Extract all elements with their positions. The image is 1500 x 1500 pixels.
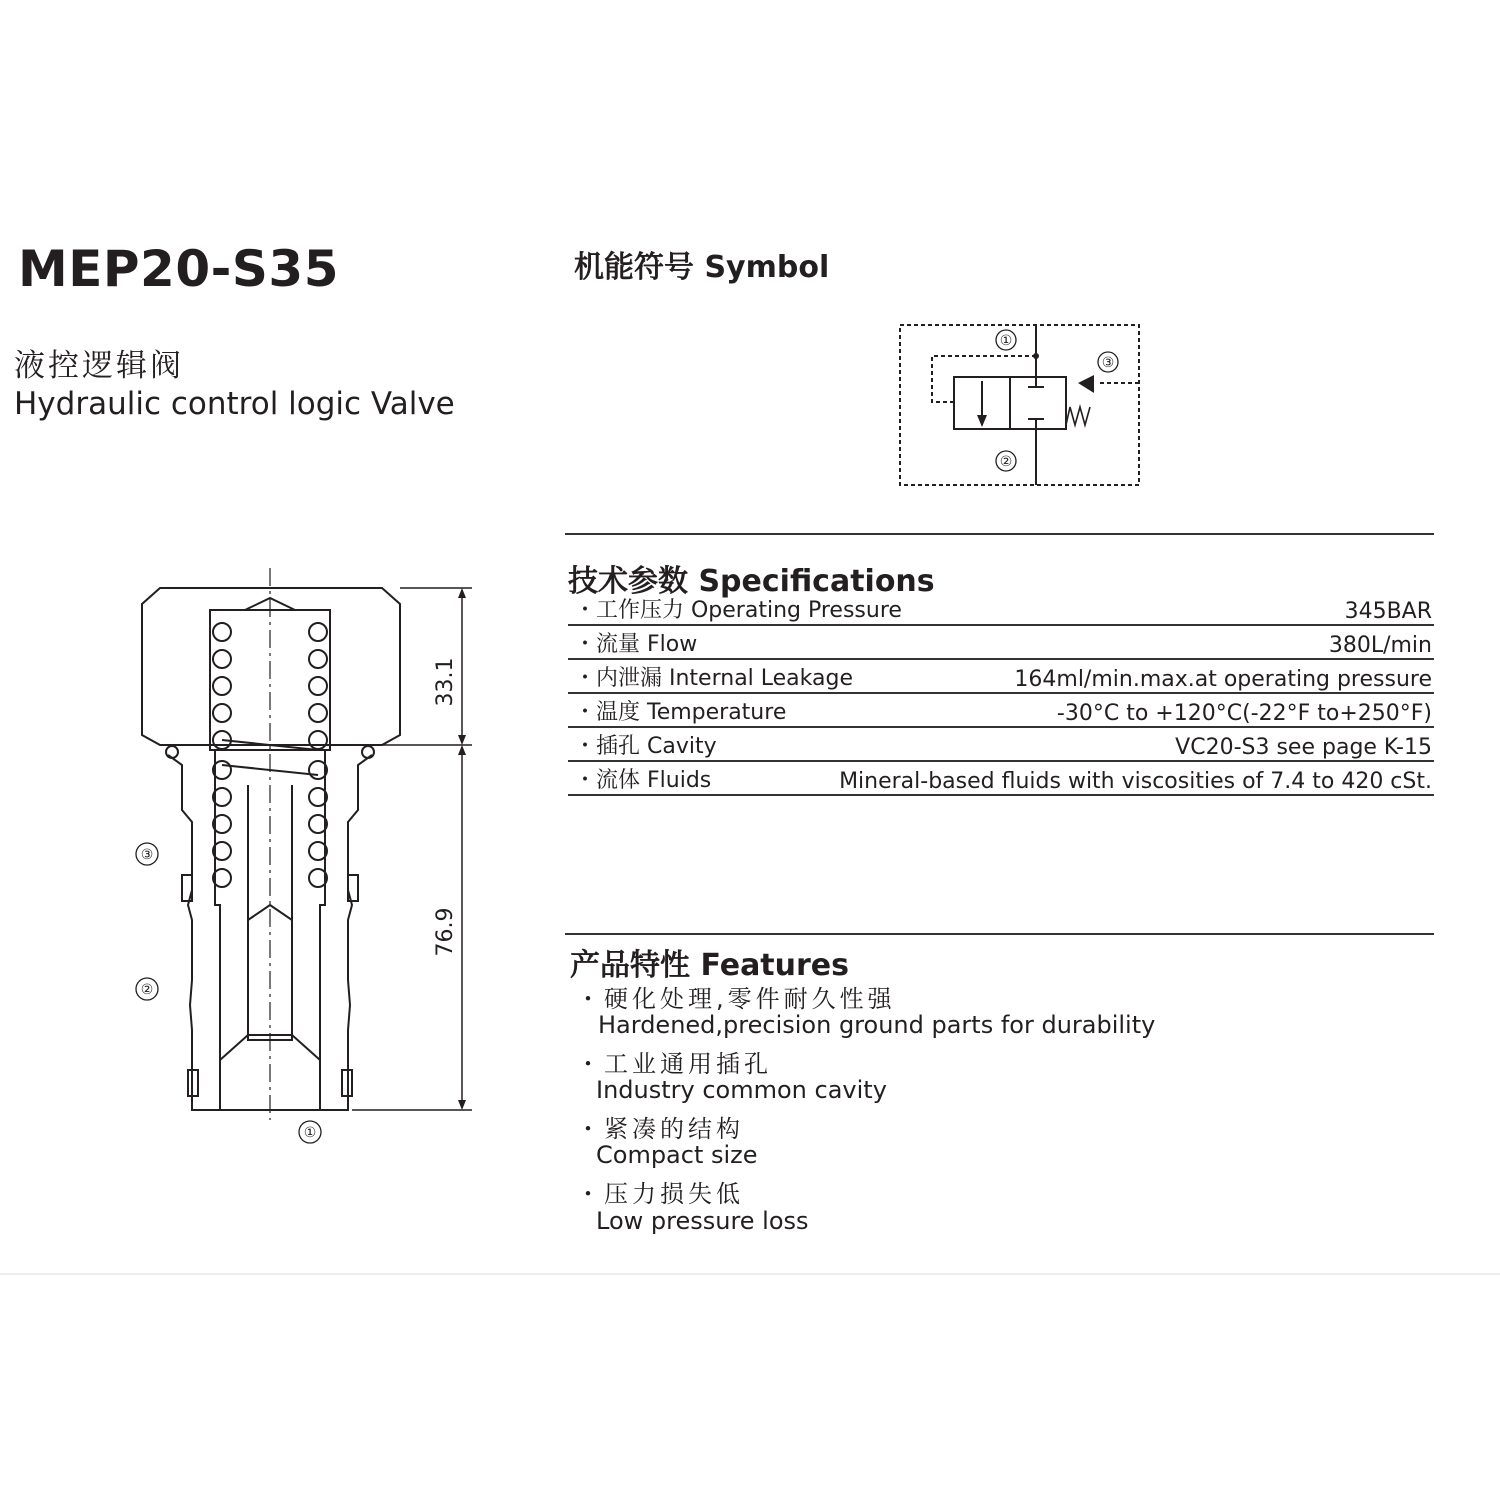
spec-label: ・插孔 Cavity: [574, 734, 717, 759]
feature-item-cn: ・压力损失低: [576, 1180, 744, 1208]
symbol-port3-label: ③: [1101, 355, 1115, 371]
feature-item-cn: ・硬化处理,零件耐久性强: [576, 985, 896, 1013]
feature-item-cn: ・紧凑的结构: [576, 1115, 744, 1143]
symbol-spring: [1066, 407, 1090, 425]
dimension-lower: 76.9: [433, 907, 458, 957]
symbol-port1-label: ①: [999, 333, 1013, 349]
symbol-title: 机能符号 Symbol: [574, 250, 830, 285]
spec-row: [568, 692, 1434, 728]
spec-value: -30°C to +120°C(-22°F to+250°F): [1056, 701, 1432, 726]
spec-value: 380L/min: [1328, 633, 1432, 658]
spec-label: ・温度 Temperature: [574, 700, 787, 725]
feature-item-cn: ・工业通用插孔: [576, 1050, 772, 1078]
features-title: 产品特性 Features: [570, 948, 850, 983]
dimension-upper: 33.1: [433, 657, 458, 707]
symbol-pilot-arrow: [1078, 375, 1094, 393]
specifications-title: 技术参数 Specifications: [568, 564, 935, 599]
spec-value: 164ml/min.max.at operating pressure: [1014, 667, 1432, 692]
feature-item-en: Low pressure loss: [596, 1207, 809, 1235]
spec-row: [568, 590, 1434, 626]
features-top-rule: [565, 933, 1434, 935]
spec-value: VC20-S3 see page K-15: [1175, 735, 1432, 760]
valve-cross-section-drawing: [120, 560, 490, 1160]
spec-value: Mineral-based fluids with viscosities of 7.4 to 420 cSt.: [839, 769, 1432, 794]
model-title: MEP20-S35: [18, 240, 339, 298]
spec-top-rule: [565, 533, 1434, 535]
drawing-port2-label: ②: [140, 982, 154, 998]
spec-row: [568, 658, 1434, 694]
feature-item-en: Hardened,precision ground parts for durability: [598, 1011, 1156, 1039]
symbol-enclosure: [900, 325, 1139, 485]
feature-item-en: Industry common cavity: [596, 1076, 887, 1104]
drawing-port3-label: ③: [140, 847, 154, 863]
drawing-port1-label: ①: [303, 1125, 317, 1141]
product-name-en: Hydraulic control logic Valve: [14, 386, 455, 422]
footer-divider: [0, 1273, 1500, 1275]
spec-label: ・内泄漏 Internal Leakage: [574, 666, 853, 691]
hydraulic-symbol-diagram: [890, 315, 1150, 495]
product-name-cn: 液控逻辑阀: [14, 348, 184, 384]
spec-label: ・流体 Fluids: [574, 768, 712, 793]
spec-value: 345BAR: [1344, 599, 1432, 624]
spec-row: [568, 760, 1434, 796]
symbol-port2-label: ②: [999, 454, 1013, 470]
valve-hex-body: [142, 588, 400, 745]
symbol-pilot-line: [932, 356, 1036, 402]
spec-label: ・流量 Flow: [574, 632, 698, 657]
feature-item-en: Compact size: [596, 1141, 758, 1169]
spec-label: ・工作压力 Operating Pressure: [574, 598, 902, 623]
spec-row: [568, 726, 1434, 762]
spec-row: [568, 624, 1434, 660]
